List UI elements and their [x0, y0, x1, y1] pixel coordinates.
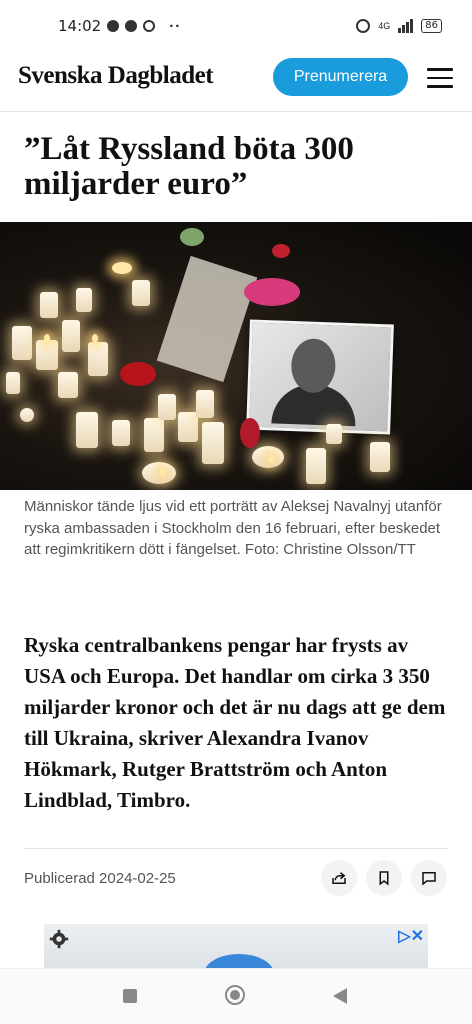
blocked-notification-icon — [125, 20, 137, 32]
signal-icon — [398, 19, 413, 33]
bookmark-button[interactable] — [366, 860, 402, 896]
share-button[interactable] — [321, 860, 357, 896]
article-lead: Ryska centralbankens pengar har frysts av USA och Europa. Det handlar om cirka 3 350 miljarder kronor och det är nu dags att ge dem till Ukraina, skriver Alexandra Ivanov Hökmark, Rutger Brattström och Anton Lindblad, Timbro. — [24, 633, 446, 812]
status-right — [356, 19, 442, 33]
status-time: 14:02 — [58, 17, 102, 35]
chat-notification-icon — [107, 20, 119, 32]
comment-icon — [420, 869, 438, 887]
status-bar — [0, 0, 472, 52]
photo-portrait — [246, 320, 394, 435]
article-headline: ”Låt Ryssland böta 300 miljarder euro” — [24, 131, 354, 202]
alarm-icon — [356, 19, 370, 33]
recents-icon[interactable] — [123, 989, 137, 1003]
network-type: 4G — [378, 20, 391, 31]
system-nav-bar — [0, 968, 472, 1024]
photo-frame-back — [157, 256, 258, 382]
share-icon — [330, 869, 348, 887]
comment-button[interactable] — [411, 860, 447, 896]
battery-icon: 86 — [421, 19, 442, 33]
article-photo[interactable] — [0, 222, 472, 490]
bookmark-icon — [375, 869, 393, 887]
ad-close-icon[interactable]: ▷✕ — [398, 928, 424, 945]
whatsapp-icon — [143, 20, 155, 32]
subscribe-button[interactable]: Prenumerera — [273, 58, 408, 96]
ad-image — [204, 954, 274, 968]
status-left — [58, 17, 181, 35]
hamburger-menu-icon[interactable] — [427, 68, 453, 88]
home-icon[interactable] — [225, 985, 245, 1005]
photo-caption: Människor tände ljus vid ett porträtt av Aleksej Navalnyj utanför ryska ambassaden i Stockholm den 16 februari, efter beskedet att regimkritikern dött i fängelset. Foto: Christine Olsson/TT — [24, 498, 442, 558]
site-logo[interactable]: Svenska Dagbladet — [18, 62, 214, 89]
back-icon[interactable] — [333, 988, 347, 1004]
published-date: Publicerad 2024-02-25 — [24, 870, 176, 887]
more-notifications-icon: ·· — [169, 17, 182, 35]
site-header — [0, 52, 472, 112]
advertisement-banner[interactable] — [44, 924, 428, 968]
divider — [24, 848, 448, 849]
gear-icon[interactable] — [48, 928, 70, 950]
